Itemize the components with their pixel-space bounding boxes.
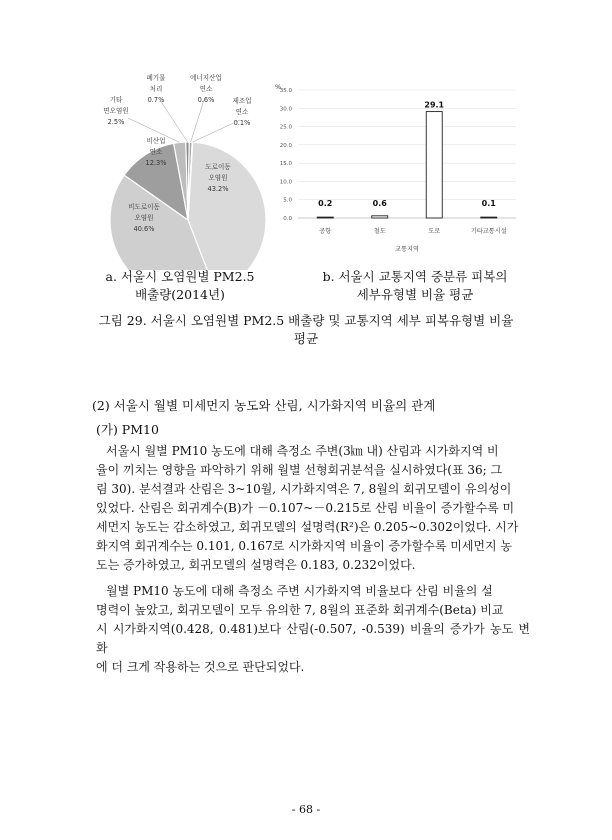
paragraph-2 [96,582,530,677]
paragraph-2-line: 명력이 높았고, 회귀모델이 모두 유의한 7, 8월의 표준화 회귀계수(Beta) 비교 [96,603,504,617]
bar-y-tick-label: 5.0 [283,197,292,204]
bar-rect [481,217,497,218]
paragraph-1-line: 있었다. 산림은 회귀계수(B)가 －0.107~－0.215로 산림 비율이 증가할수록 미 [96,501,515,515]
pie-label: 0.6% [197,96,215,104]
bar-x-tick-label: 도로 [428,228,441,235]
pie-label: 0.1% [233,119,251,127]
caption-b-line2: 세부유형별 비율 평균 [356,287,474,302]
bar-value-label: 0.2 [318,199,333,208]
bar-y-tick-label: 35.0 [279,88,292,94]
paragraph-1-line: 세먼지 농도는 감소하였고, 회귀모델의 설명력(R²)은 0.205~0.302이었다. 시가 [96,520,519,534]
paragraph-1-line: 율이 끼치는 영향을 파악하기 위해 월별 선형회귀분석을 실시하였다(표 36; 그 [96,463,503,477]
bar-y-tick-label: 15.0 [279,161,292,168]
pie-label: 에너지산업 [190,74,222,82]
pie-label: 기타 [109,96,123,104]
bar-chart [268,80,528,260]
pie-label: 비도로이동 [128,203,160,211]
section-heading: (2) 서울시 월별 미세먼지 농도와 산림, 시가화지역 비율의 관계 [92,398,436,413]
paragraph-1-line: 도는 증가하였고, 회귀모델의 설명력은 0.183, 0.232이었다. [96,558,416,572]
bar-rect [317,217,333,218]
pie-label: 0.7% [147,96,165,104]
bar-x-tick-label: 기타교통시설 [470,228,507,235]
pie-chart [96,70,276,270]
pie-label: 비산업 [146,137,166,145]
bar-x-tick-label: 철도 [373,228,386,235]
paragraph-2-line: 월별 PM10 농도에 대해 측정소 주변 시가화지역 비율보다 산림 비율의 설 [106,584,493,598]
pie-label: 연소 [149,148,163,156]
pie-label: 40.6% [133,225,155,233]
bar-y-axis-label: % [275,83,282,91]
bar-y-tick-label: 20.0 [279,142,292,149]
pie-leader-line [191,100,204,142]
paragraph-1 [96,442,530,575]
pie-label: 제조업 [232,97,252,105]
figure-caption-line2: 평균 [293,331,319,346]
pie-leader-line [160,100,188,142]
pie-label: 폐기물 [146,74,166,82]
figure-caption-line1: 그림 29. 서울시 오염원별 PM2.5 배출량 및 교통지역 세부 피복유형별 비율 [98,313,514,328]
caption-b [290,268,540,304]
bar-value-label: 0.6 [372,199,387,208]
bar-y-tick-label: 0.0 [283,216,292,222]
subsection-heading: (가) PM10 [96,422,159,437]
pie-label: 연소 [235,108,249,116]
pie-label: 12.3% [145,159,167,167]
paragraph-2-line: 에 더 크게 작용하는 것으로 판단되었다. [96,660,305,674]
figure-caption [80,312,532,348]
paragraph-1-line: 화지역 회귀계수는 0.101, 0.167로 시가화지역 비율이 증가할수록 미세먼지 농 [96,539,513,553]
pie-leader-line [192,120,240,142]
pie-label: 면오염원 [103,107,129,115]
pie-label: 오염원 [208,174,228,182]
bar-y-tick-label: 30.0 [279,106,292,113]
paragraph-2-line: 시 시가화지역(0.428, 0.481)보다 산림(-0.507, -0.539) 비율의 증가가 농도 변화 [96,622,530,655]
bar-rect [426,112,442,218]
page-number: - 68 - [291,803,321,816]
bar-x-axis-label: 교통지역 [395,246,419,253]
pie-label: 43.2% [207,185,229,193]
bar-value-label: 0.1 [481,199,496,208]
paragraph-1-line: 서울시 월별 PM10 농도에 대해 측정소 주변(3㎞ 내) 산림과 시가화지역 비 [106,444,499,458]
pie-label: 연소 [199,85,213,93]
pie-label: 오염원 [134,214,154,222]
caption-a-line1: a. 서울시 오염원별 PM2.5 [105,269,255,284]
bar-y-tick-label: 10.0 [279,179,292,186]
bar-y-tick-label: 25.0 [279,124,292,131]
bar-value-label: 29.1 [424,100,445,110]
caption-a-line2: 배출량(2014년) [135,287,225,302]
pie-label: 2.5% [107,118,125,126]
pie-label: 도로이동 [205,163,231,171]
bar-rect [372,216,388,218]
caption-b-line1: b. 서울시 교통지역 중분류 피복의 [322,269,508,284]
pie-label: 처리 [149,85,163,93]
bar-x-tick-label: 공항 [319,228,332,235]
caption-a [90,268,270,304]
paragraph-1-line: 림 30). 분석결과 산림은 3~10월, 시가화지역은 7, 8월의 회귀모델이 유의성이 [96,482,512,496]
